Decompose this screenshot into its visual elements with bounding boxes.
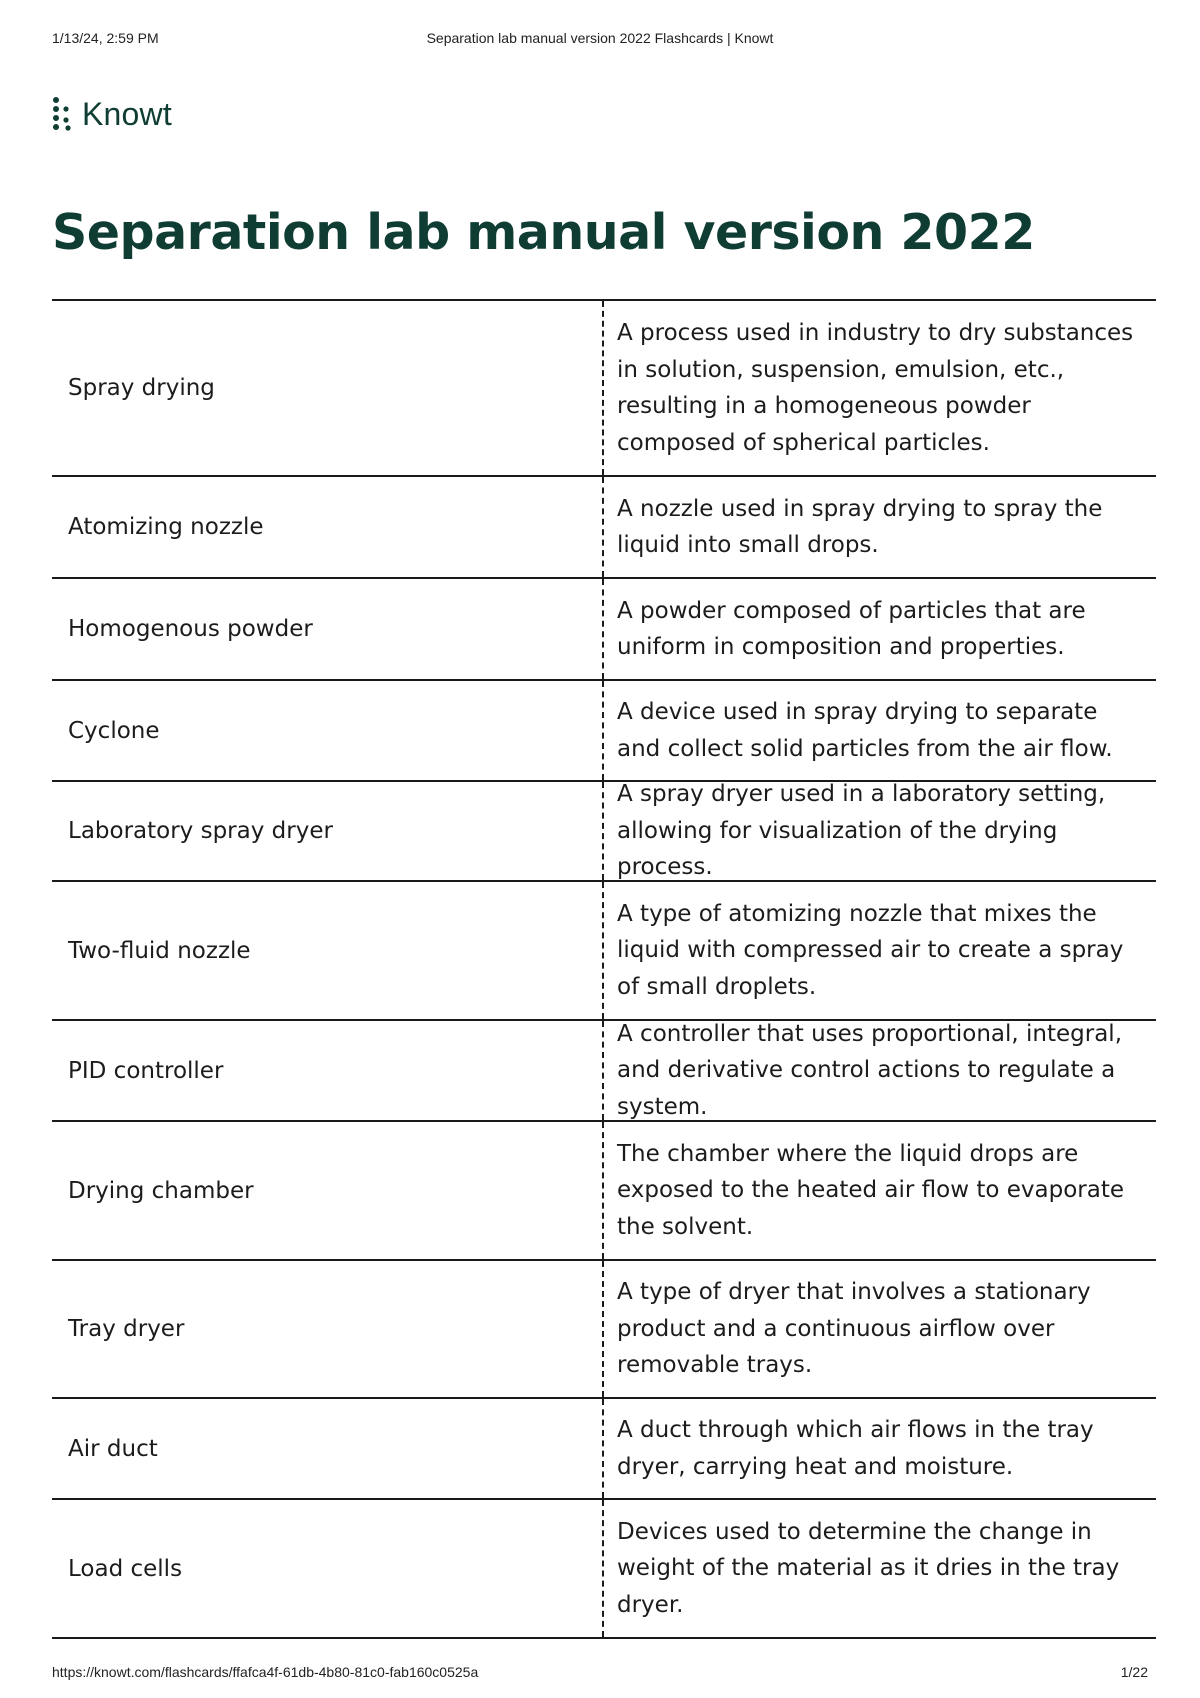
flashcard-definition: The chamber where the liquid drops are exposed to the heated air flow to evaporate the solvent. — [617, 1140, 1125, 1240]
page-title: Separation lab manual version 2022 — [52, 204, 1035, 261]
flashcard-definition: A type of dryer that involves a stationary product and a continuous airflow over removable trays. — [617, 1279, 1091, 1379]
flashcard-term: Tray dryer — [52, 1261, 604, 1397]
flashcard-row — [52, 782, 1156, 882]
flashcard-term: Laboratory spray dryer — [52, 782, 604, 880]
flashcard-definition: Devices used to determine the change in weight of the material as it dries in the tray dryer. — [617, 1518, 1120, 1618]
print-header — [52, 30, 1148, 50]
flashcard-row — [52, 1122, 1156, 1261]
print-doc-title: Separation lab manual version 2022 Flashcards | Knowt — [426, 30, 774, 46]
flashcard-row — [52, 1021, 1156, 1122]
flashcard-term: Load cells — [52, 1500, 604, 1637]
flashcard-definition: A powder composed of particles that are uniform in composition and properties. — [617, 597, 1086, 660]
flashcard-term: Air duct — [52, 1399, 604, 1498]
flashcard-term: Homogenous powder — [52, 579, 604, 679]
flashcard-term: Atomizing nozzle — [52, 477, 604, 577]
knowt-dots-logo-icon — [52, 96, 72, 132]
flashcard-term: PID controller — [52, 1021, 604, 1120]
flashcard-definition: A controller that uses proportional, integral, and derivative control actions to regulate a system. — [617, 1020, 1123, 1120]
flashcard-definition: A nozzle used in spray drying to spray the liquid into small drops. — [617, 495, 1103, 558]
flashcard-term: Spray drying — [52, 301, 604, 475]
flashcard-row — [52, 579, 1156, 681]
page-number: 1/22 — [1120, 1664, 1148, 1680]
print-footer — [52, 1664, 1148, 1684]
flashcard-definition: A duct through which air flows in the tray dryer, carrying heat and moisture. — [617, 1417, 1094, 1480]
flashcard-row — [52, 1500, 1156, 1639]
flashcard-definition: A type of atomizing nozzle that mixes the liquid with compressed air to create a spray of small droplets. — [617, 900, 1124, 1000]
flashcard-row — [52, 1261, 1156, 1399]
flashcard-term: Drying chamber — [52, 1122, 604, 1259]
flashcard-term: Cyclone — [52, 681, 604, 780]
flashcard-row — [52, 301, 1156, 477]
knowt-logo-text: Knowt — [82, 95, 172, 132]
flashcard-table — [52, 299, 1156, 1639]
print-date: 1/13/24, 2:59 PM — [52, 30, 159, 46]
flashcard-definition: A device used in spray drying to separate and collect solid particles from the air flow. — [617, 699, 1113, 762]
print-url: https://knowt.com/flashcards/ffafca4f-61db-4b80-81c0-fab160c0525a — [52, 1664, 479, 1680]
flashcard-definition: A spray dryer used in a laboratory setting, allowing for visualization of the drying process. — [617, 781, 1106, 881]
flashcard-definition: A process used in industry to dry substances in solution, suspension, emulsion, etc., resulting in a homogeneous powder composed of spherical particles. — [617, 320, 1134, 456]
knowt-logo[interactable] — [52, 92, 172, 136]
flashcard-row — [52, 477, 1156, 579]
flashcard-row — [52, 681, 1156, 782]
flashcard-row — [52, 1399, 1156, 1500]
flashcard-row — [52, 882, 1156, 1021]
flashcard-term: Two-fluid nozzle — [52, 882, 604, 1019]
